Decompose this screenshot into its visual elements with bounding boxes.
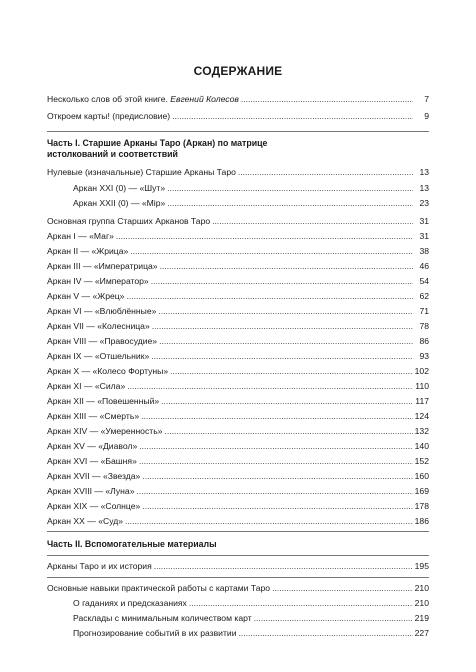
- toc-entry-label: Аркан XV — «Диавол»: [47, 441, 138, 451]
- divider: [47, 531, 429, 532]
- toc-entry[interactable]: [47, 582, 429, 594]
- leader-dots: [154, 560, 413, 572]
- toc-entry-label: Откроем карты! (предисловие): [47, 111, 171, 121]
- divider: [47, 555, 429, 556]
- toc-page-number: 13: [419, 167, 429, 177]
- toc-entry[interactable]: [47, 245, 429, 257]
- page-title: СОДЕРЖАНИЕ: [193, 64, 283, 78]
- leader-dots: [161, 395, 413, 407]
- toc-entry-label: Аркан II — «Жрица»: [47, 246, 129, 256]
- leader-dots: [141, 410, 413, 422]
- leader-dots: [125, 515, 413, 527]
- toc-entry-label: Аркан I — «Маг»: [47, 231, 114, 241]
- toc-entry-label: Аркан XVIII — «Луна»: [47, 486, 135, 496]
- leader-dots: [116, 230, 413, 242]
- toc-page-number: 169: [414, 486, 429, 496]
- toc-entry-label: Основные навыки практической работы с картами Таро: [47, 583, 271, 593]
- toc-entry[interactable]: [47, 395, 429, 407]
- toc-page-number: 210: [414, 598, 429, 608]
- toc-entry-label: Аркан III — «Императрица»: [47, 261, 158, 271]
- toc-entry[interactable]: [47, 305, 429, 317]
- toc-entry[interactable]: [47, 93, 429, 105]
- toc-entry-label: Аркан VII — «Колесница»: [47, 321, 150, 331]
- toc-entry[interactable]: [73, 197, 429, 209]
- toc-page-number: 219: [414, 613, 429, 623]
- toc-entry-label: Аркан IX — «Отшельник»: [47, 351, 150, 361]
- leader-dots: [172, 110, 413, 122]
- toc-page-number: 178: [414, 501, 429, 511]
- toc-entry-label: Аркан VI — «Влюблённые»: [47, 306, 157, 316]
- leader-dots: [212, 215, 413, 227]
- toc-entry-author: Евгений Колесов: [170, 94, 239, 104]
- toc-entry[interactable]: [47, 365, 429, 377]
- toc-entry-label: Аркан V — «Жрец»: [47, 291, 125, 301]
- leader-dots: [139, 440, 412, 452]
- toc-entry[interactable]: [47, 455, 429, 467]
- leader-dots: [167, 197, 413, 209]
- toc-entry[interactable]: [47, 110, 429, 122]
- toc-entry[interactable]: [47, 260, 429, 272]
- toc-page-number: 13: [419, 183, 429, 193]
- toc-entry-label: Расклады с минимальным количеством карт: [73, 613, 252, 623]
- toc-entry[interactable]: [47, 230, 429, 242]
- toc-entry-label: Несколько слов об этой книге.: [47, 94, 171, 104]
- toc-entry-label: Аркан XIX — «Солнце»: [47, 501, 141, 511]
- toc-entry[interactable]: [47, 380, 429, 392]
- toc-page-number: 152: [414, 456, 429, 466]
- leader-dots: [142, 470, 412, 482]
- toc-page-number: 9: [424, 111, 429, 121]
- toc-entry[interactable]: [47, 425, 429, 437]
- toc-page-number: 195: [414, 561, 429, 571]
- leader-dots: [164, 425, 412, 437]
- toc-entry[interactable]: [47, 515, 429, 527]
- toc-entry[interactable]: [73, 597, 429, 609]
- toc-entry-label: Аркан XI — «Сила»: [47, 381, 126, 391]
- toc-entry-label: Аркан XXII (0) — «Мiр»: [73, 198, 166, 208]
- leader-dots: [130, 245, 413, 257]
- toc-entry[interactable]: [47, 320, 429, 332]
- toc-page-number: 31: [419, 231, 429, 241]
- toc-entry-label: Аркан XXI (0) — «Шут»: [73, 183, 166, 193]
- leader-dots: [159, 335, 413, 347]
- toc-page-number: 210: [414, 583, 429, 593]
- leader-dots: [152, 320, 413, 332]
- leader-dots: [239, 627, 413, 639]
- toc-entry[interactable]: [47, 440, 429, 452]
- leader-dots: [137, 485, 413, 497]
- toc-entry[interactable]: [73, 627, 429, 639]
- toc-page-number: 86: [419, 336, 429, 346]
- part-1-title: Часть I. Старшие Арканы Таро (Аркан) по матрице истолкований и соответствий: [47, 138, 268, 159]
- toc-entry[interactable]: [47, 560, 429, 572]
- toc-entry[interactable]: [73, 612, 429, 624]
- toc-page-number: 54: [419, 276, 429, 286]
- leader-dots: [127, 380, 413, 392]
- leader-dots: [272, 582, 413, 594]
- toc-page-number: 186: [414, 516, 429, 526]
- leader-dots: [241, 93, 413, 105]
- part-2-title: Часть II. Вспомогательные материалы: [47, 539, 217, 549]
- toc-entry[interactable]: [47, 470, 429, 482]
- toc-entry[interactable]: [47, 500, 429, 512]
- toc-entry-label: Основная группа Старших Арканов Таро: [47, 216, 211, 226]
- leader-dots: [189, 597, 413, 609]
- toc-page-number: 160: [414, 471, 429, 481]
- toc-entry-label: Аркан VIII — «Правосудие»: [47, 336, 158, 346]
- leader-dots: [167, 182, 413, 194]
- toc-entry[interactable]: [47, 410, 429, 422]
- toc-entry-label: Аркан XII — «Повешенный»: [47, 396, 160, 406]
- toc-entry[interactable]: [47, 335, 429, 347]
- toc-page-number: 23: [419, 198, 429, 208]
- toc-entry-label: Аркан XIII — «Смерть»: [47, 411, 140, 421]
- toc-page-number: 93: [419, 351, 429, 361]
- leader-dots: [254, 612, 413, 624]
- divider: [47, 577, 429, 578]
- leader-dots: [151, 275, 413, 287]
- toc-page-number: 7: [424, 94, 429, 104]
- leader-dots: [158, 305, 413, 317]
- toc-entry-label: Прогнозирование событий в их развитии: [73, 628, 237, 638]
- toc-entry[interactable]: [73, 182, 429, 194]
- toc-page-number: 78: [419, 321, 429, 331]
- toc-entry-label: Аркан XVII — «Звезда»: [47, 471, 141, 481]
- toc-page-number: 124: [414, 411, 429, 421]
- toc-page-number: 110: [415, 381, 429, 391]
- toc-entry-label: Аркан IV — «Император»: [47, 276, 149, 286]
- toc-entry[interactable]: [47, 215, 429, 227]
- toc-entry[interactable]: [47, 350, 429, 362]
- toc-page-number: 62: [419, 291, 429, 301]
- toc-page-number: 227: [414, 628, 429, 638]
- toc-page-number: 102: [414, 366, 429, 376]
- toc-page-number: 140: [414, 441, 429, 451]
- leader-dots: [126, 290, 413, 302]
- toc-entry[interactable]: [47, 290, 429, 302]
- leader-dots: [139, 455, 413, 467]
- toc-page-number: 38: [419, 246, 429, 256]
- toc-entry-label: Аркан XX — «Суд»: [47, 516, 123, 526]
- divider: [47, 131, 429, 132]
- leader-dots: [238, 166, 413, 178]
- toc-page-number: 71: [419, 306, 429, 316]
- leader-dots: [170, 365, 413, 377]
- toc-entry-label: Аркан X — «Колесо Фортуны»: [47, 366, 169, 376]
- toc-entry[interactable]: [47, 275, 429, 287]
- toc-entry-label: Нулевые (изначальные) Старшие Арканы Таро: [47, 167, 236, 177]
- leader-dots: [142, 500, 412, 512]
- leader-dots: [160, 260, 413, 272]
- toc-entry-label: Аркан XIV — «Умеренность»: [47, 426, 163, 436]
- leader-dots: [151, 350, 413, 362]
- toc-page-number: 132: [414, 426, 429, 436]
- toc-entry[interactable]: [47, 485, 429, 497]
- toc-page-number: 117: [415, 396, 429, 406]
- toc-entry-label: Арканы Таро и их история: [47, 561, 152, 571]
- toc-entry-label: О гаданиях и предсказаниях: [73, 598, 187, 608]
- toc-entry[interactable]: [47, 166, 429, 178]
- toc-entry-label: Аркан XVI — «Башня»: [47, 456, 137, 466]
- toc-page-number: 46: [419, 261, 429, 271]
- toc-page-number: 31: [419, 216, 429, 226]
